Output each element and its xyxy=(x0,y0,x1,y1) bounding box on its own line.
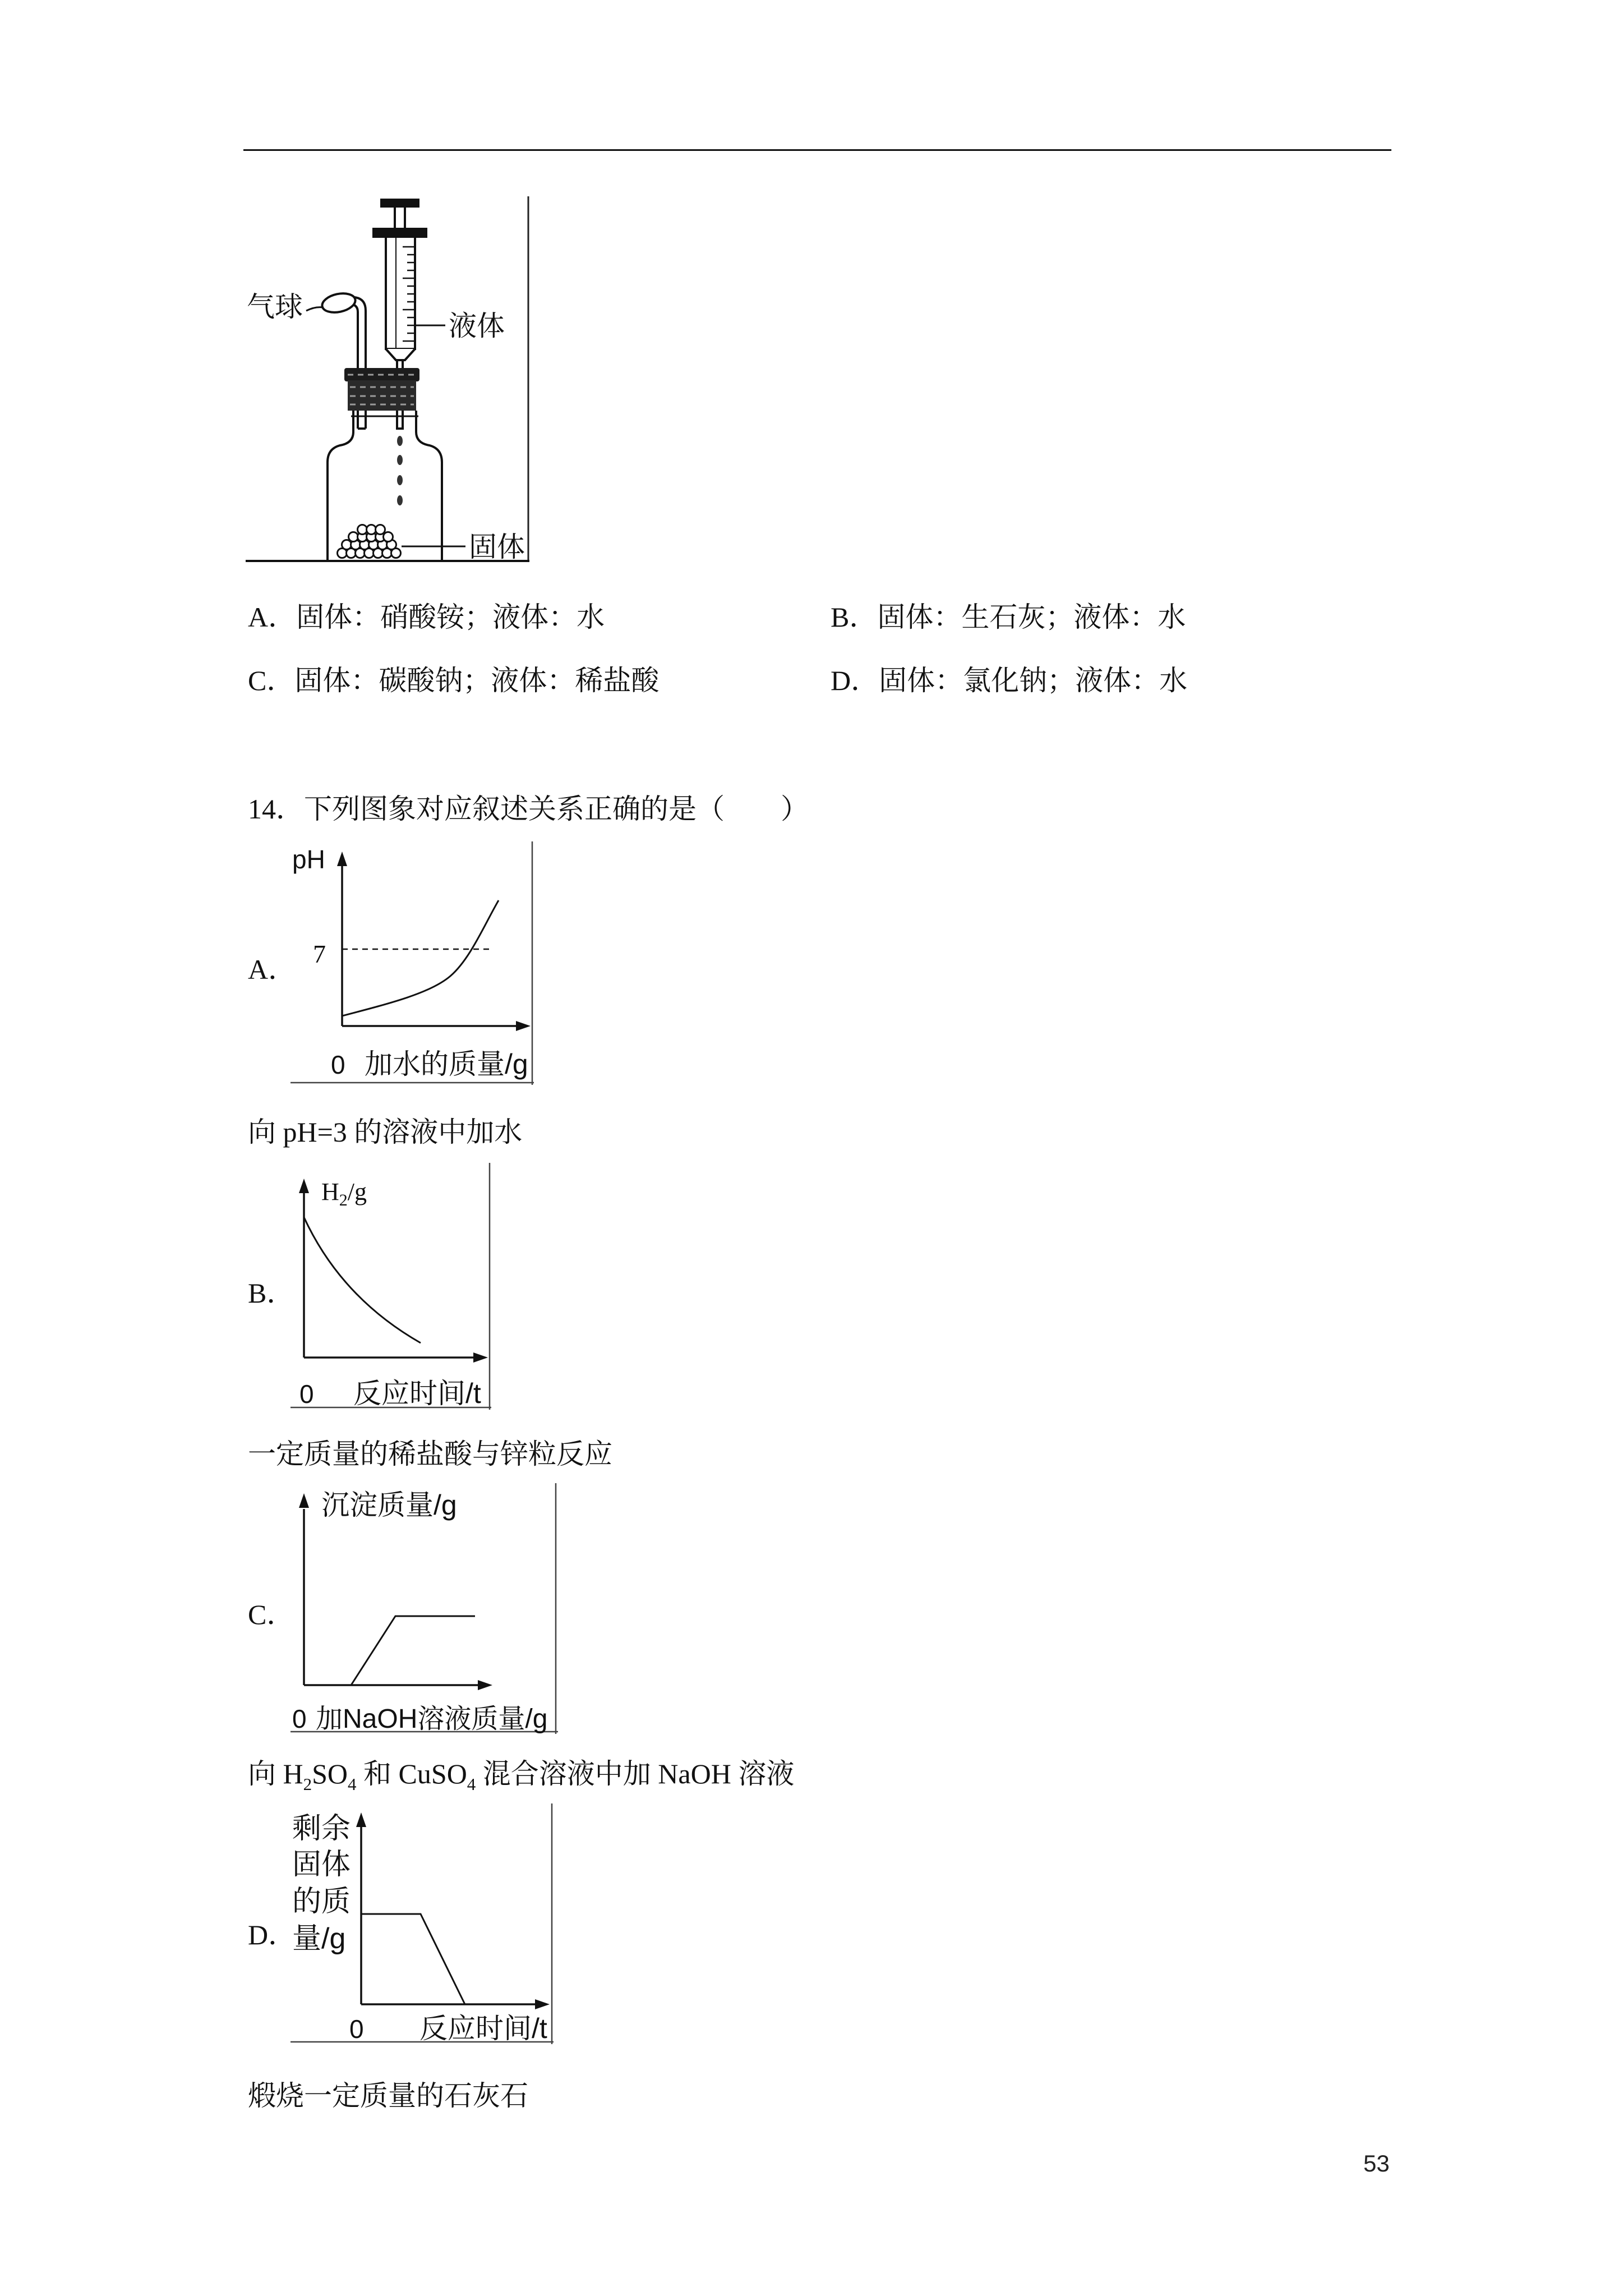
plunger-flange xyxy=(374,229,426,237)
graph-b-y-arrow xyxy=(299,1179,309,1193)
balloon xyxy=(320,291,357,315)
graph-a-curve xyxy=(342,900,499,1016)
graph-a-x-label: 加水的质量/g xyxy=(365,1048,528,1080)
header-rule xyxy=(243,149,1391,151)
apparatus-figure xyxy=(243,196,531,564)
graph-a-y-label: pH xyxy=(292,845,325,874)
graph-a-y-arrow xyxy=(337,852,347,866)
q14-option-d-caption: 煅烧一定质量的石灰石 xyxy=(248,2080,528,2111)
q14-option-b-letter: B． xyxy=(248,1277,295,1309)
page-number: 53 xyxy=(1363,2150,1390,2177)
graph-d-y-arrow xyxy=(356,1812,366,1827)
graph-a-x-arrow xyxy=(516,1021,531,1031)
graph-d-x-arrow xyxy=(535,1999,550,2009)
q14-option-d-letter: D． xyxy=(248,1919,297,1950)
caption-c-part: 混合溶液中加 NaOH 溶液 xyxy=(476,1758,795,1789)
q14-option-c-letter: C． xyxy=(248,1599,295,1630)
liquid-label: 液体 xyxy=(449,310,505,342)
graph-b-y-label-subscript: 2 xyxy=(339,1191,348,1209)
q14-stem: 14．下列图象对应叙述关系正确的是（ ） xyxy=(248,793,809,825)
graph-d-x-label: 反应时间/t xyxy=(419,2013,547,2044)
graph-c-x-arrow xyxy=(478,1680,492,1690)
rubber-stopper xyxy=(344,368,419,411)
graph-c-y-arrow xyxy=(299,1493,309,1508)
graph-c-y-label: 沉淀质量/g xyxy=(321,1489,457,1521)
graph-b-origin: 0 xyxy=(299,1379,314,1409)
caption-c-part: SO xyxy=(312,1758,348,1789)
graph-b-y-label-symbol: H xyxy=(321,1178,339,1205)
caption-c-subscript: 4 xyxy=(348,1774,357,1794)
graph-d-y-label-line: 固体 xyxy=(292,1848,351,1881)
graph-a-reference-tick: 7 xyxy=(313,940,326,968)
q14-option-a-letter: A． xyxy=(248,954,297,985)
graph-d-y-label-line: 的质 xyxy=(292,1885,351,1918)
graph-c-x-label: 加NaOH溶液质量/g xyxy=(316,1704,548,1734)
graph-b-curve xyxy=(304,1217,421,1343)
graph-c xyxy=(291,1483,558,1734)
q13-option-c: C．固体：碳酸钠；液体：稀盐酸 xyxy=(248,665,660,696)
balloon-label: 气球 xyxy=(247,291,303,323)
q13-option-b: B．固体：生石灰；液体：水 xyxy=(831,601,1186,633)
q13-option-a: A．固体：硝酸铵；液体：水 xyxy=(248,601,605,633)
syringe-barrel xyxy=(386,237,415,349)
caption-c-part: 向 H xyxy=(248,1758,303,1789)
graph-b-x-label: 反应时间/t xyxy=(353,1378,481,1409)
graph-d-y-label-line: 剩余 xyxy=(292,1812,351,1845)
caption-c-subscript: 4 xyxy=(467,1774,476,1794)
solid-label: 固体 xyxy=(469,531,525,563)
graph-d-line xyxy=(361,1914,465,2004)
graph-b-x-arrow xyxy=(473,1352,488,1363)
graph-b-y-label xyxy=(321,1178,367,1209)
graph-d-origin: 0 xyxy=(349,2014,364,2044)
graph-d-y-label-line: 量/g xyxy=(292,1922,346,1955)
caption-c-subscript: 2 xyxy=(303,1774,312,1794)
balloon-pointer-line xyxy=(306,307,323,311)
q14-option-c-caption xyxy=(248,1760,794,1792)
graph-d xyxy=(291,1803,554,2044)
graph-a xyxy=(291,841,534,1085)
q14-option-a-caption: 向 pH=3 的溶液中加水 xyxy=(248,1116,523,1148)
q14-option-b-caption: 一定质量的稀盐酸与锌粒反应 xyxy=(248,1438,612,1470)
q13-option-d: D．固体：氯化钠；液体：水 xyxy=(831,665,1188,696)
syringe-tip xyxy=(386,349,415,360)
graph-a-origin: 0 xyxy=(331,1050,345,1079)
graph-c-origin: 0 xyxy=(292,1704,307,1733)
graph-b-y-label-unit: /g xyxy=(347,1178,367,1205)
graph-b xyxy=(291,1163,491,1410)
caption-c-part: 和 CuSO xyxy=(356,1758,467,1789)
liquid-droplets xyxy=(397,436,403,505)
solid-granules xyxy=(338,525,401,558)
plunger-rod xyxy=(395,206,405,230)
graph-c-line xyxy=(351,1616,475,1685)
